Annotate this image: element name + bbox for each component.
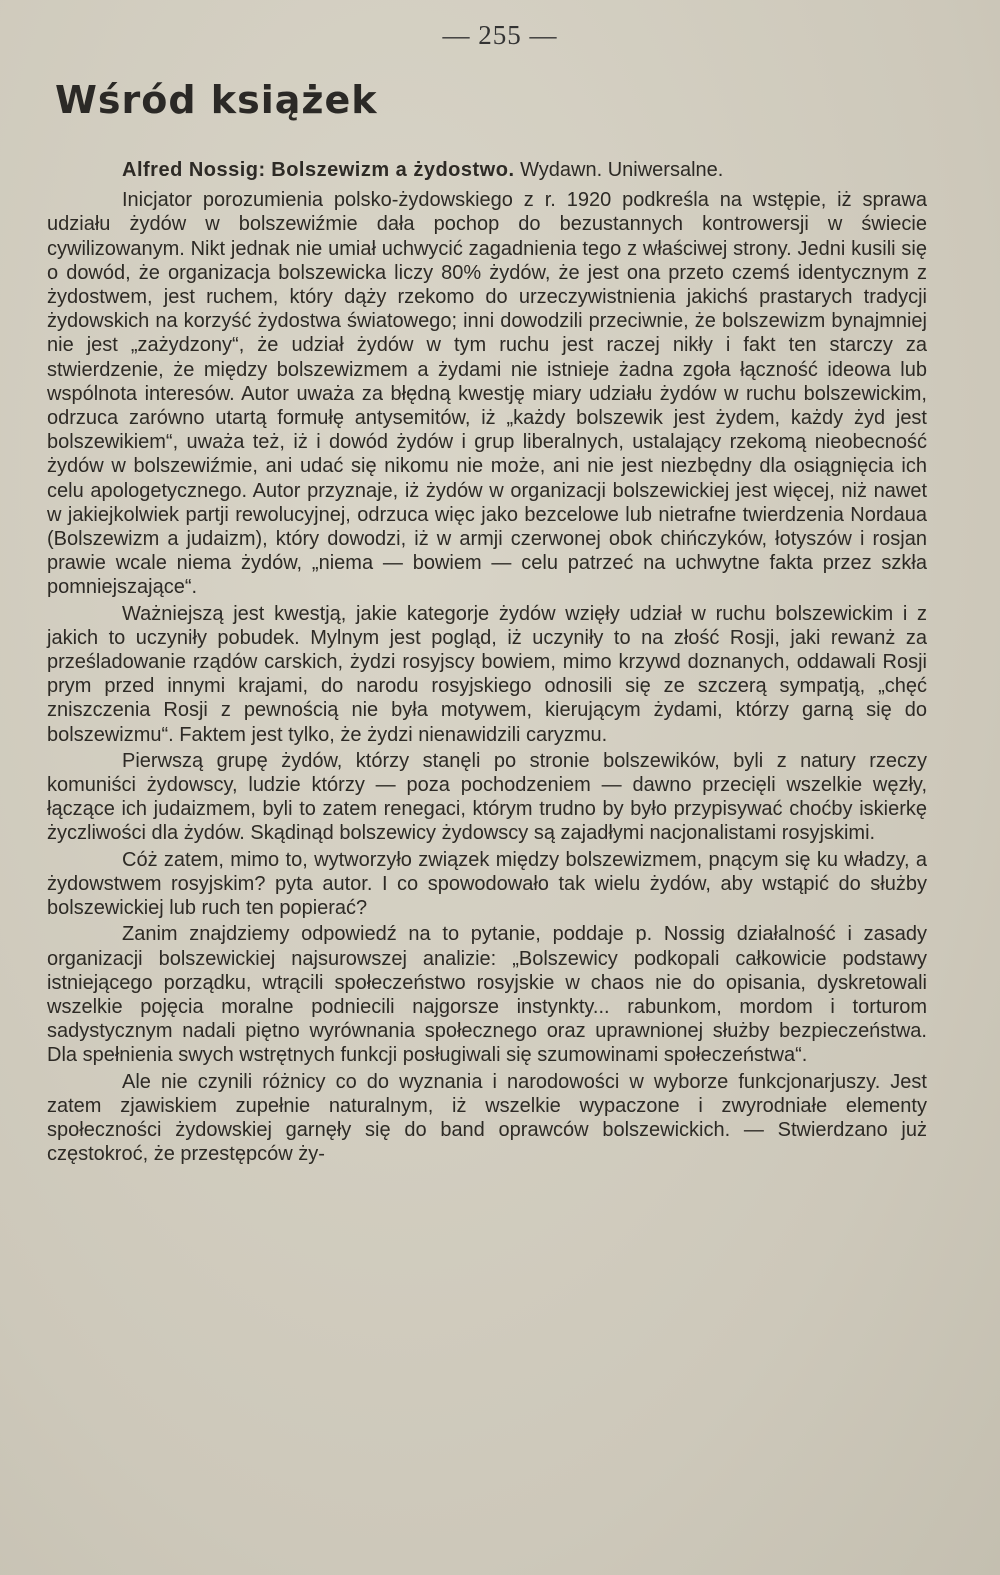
book-citation — [47, 158, 927, 182]
paragraph: Inicjator porozumienia polsko-żydowskiego z r. 1920 podkreśla na wstępie, iż sprawa udziału żydów w bolszewiźmie dała pochop do bezustannych kontrowersji w świecie cywilizowanym. Nikt jednak nie umiał uchwycić zagadnienia tego z właściwej strony. Jedni kusili się o dowód, że organizacja bolszewicka liczy 80% żydów, że jest ona przeto czemś identycznym z żydostwem, jest ruchem, który dąży rzekomo do urzeczywistnienia jakichś prastarych tradycji żydowskich na korzyść żydostwa światowego; inni dowodzili przeciwnie, że bolszewizm bynajmniej nie jest „zażydzony“, że udział żydów w tym ruchu jest raczej nikły i fakt ten starczy za stwierdzenie, że między bolszewizmem a żydami nie istnieje żadna zgoła łączność ideowa lub wspólnota interesów. Autor uważa za błędną kwestję miary udziału żydów w ruchu bolszewickim, odrzuca zarówno utartą formułę antysemitów, iż „każdy bolszewik jest żydem, każdy żyd jest bolszewikiem“, uważa też, iż i dowód żydów i grup liberalnych, ustalający rzekomą nieobecność żydów w bolszewiźmie, ani udać się nikomu nie może, ani nie jest niezbędny dla osiągnięcia ich celu apologetycznego. Autor przyznaje, iż żydów w organizacji bolszewickiej jest więcej, niż nawet w jakiejkolwiek partji rewolucyjnej, odrzuca więc jako bezcelowe lub nietrafne twierdzenia Nordaua (Bolszewizm a judaizm), który dowodzi, iż w armji czerwonej obok chińczyków, łotyszów i rosjan prawie wcale niema żydów, „niema — bowiem — celu patrzeć na uchwytne fakta przez szkła pomniejszające“. — [47, 189, 927, 599]
citation-publisher: Wydawn. Uniwersalne. — [520, 159, 724, 181]
article-body — [47, 158, 927, 1166]
paragraph: Cóż zatem, mimo to, wytworzyło związek między bolszewizmem, pnącym się ku władzy, a żydowstwem rosyjskim? pyta autor. I co spowodowało tak wielu żydów, aby wstąpić do służby bolszewickiej lub ruch ten popierać? — [47, 848, 927, 920]
paragraph: Zanim znajdziemy odpowiedź na to pytanie, poddaje p. Nossig działalność i zasady organizacji bolszewickiej najsurowszej analizie: „Bolszewicy podkopali całkowicie podstawy istniejącego porządku, wtrącili społeczeństwo rosyjskie w chaos nie do opisania, dyskretowali wszelkie pojęcia moralne podniecili najgorsze instynkty... rabunkom, mordom i torturom sadystycznym nadali piętno wyrównania społecznego oraz uprawnionej służby bezpieczeństwa. Dla spełnienia swych wstrętnych funkcji posługiwali się szumowinami społeczeństwa“. — [47, 923, 927, 1067]
paragraph: Ważniejszą jest kwestją, jakie kategorje żydów wzięły udział w ruchu bolszewickim i z jakich to uczyniły pobudek. Mylnym jest pogląd, iż uczyniły to na złość Rosji, jaki rewanż za prześladowanie rządów carskich, żydzi rosyjscy bowiem, mimo krzywd doznanych, oddawali Rosji prym przed innymi krajami, do narodu rosyjskiego odnosili się ze szczerą sympatją, „chęć zniszczenia Rosji z pewnością nie była motywem, kierującym żydami, którzy garną się do bolszewizmu“. Faktem jest tylko, że żydzi nienawidzili caryzmu. — [47, 602, 927, 746]
citation-title: Bolszewizm a żydostwo. — [271, 159, 515, 181]
section-heading: Wśród książek — [55, 78, 378, 122]
citation-author: Alfred Nossig: — [122, 159, 266, 181]
page-number: — 255 — — [442, 20, 558, 50]
paragraph: Ale nie czynili różnicy co do wyznania i narodowości w wyborze funkcjonarjuszy. Jest zatem zjawiskiem zupełnie naturalnym, iż wszelkie wypaczone i zwyrodniałe elementy społeczności żydowskiej garnęły się do band oprawców bolszewickich. — Stwierdzano już częstokroć, że przestępców ży- — [47, 1070, 927, 1166]
paragraph: Pierwszą grupę żydów, którzy stanęli po stronie bolszewików, byli z natury rzeczy komuniści żydowscy, ludzie którzy — poza pochodzeniem — dawno przecięli wszelkie węzły, łączące ich judaizmem, byli to zatem renegaci, którym trudno by było przypisywać choćby iskierkę życzliwości dla żydów. Skądinąd bolszewicy żydowscy są zajadłymi nacjonalistami rosyjskimi. — [47, 749, 927, 845]
